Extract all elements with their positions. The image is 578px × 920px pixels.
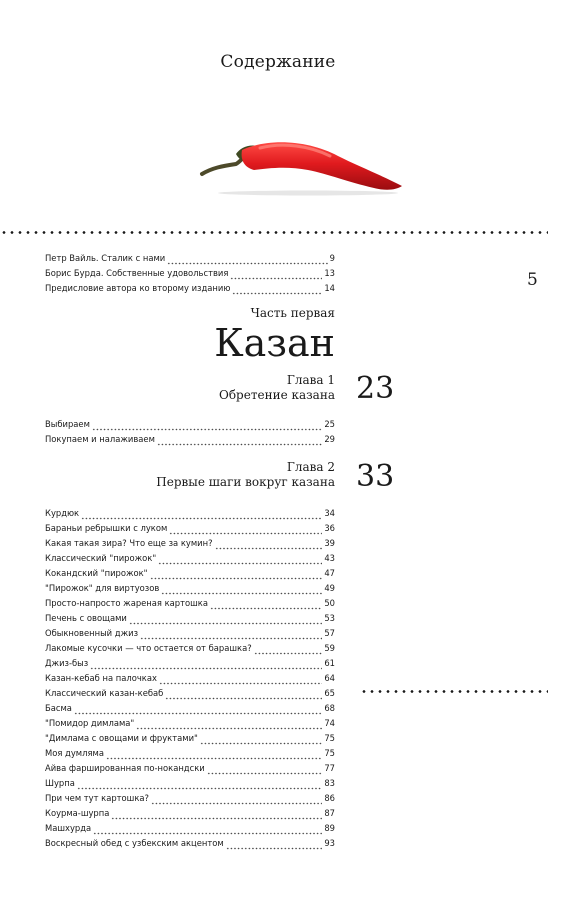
chapter-heading <box>0 373 335 403</box>
list-item <box>45 566 335 581</box>
entry-page: 14 <box>324 283 335 293</box>
entry-page: 43 <box>324 553 335 563</box>
entry-title: Казан-кебаб на палочках <box>45 673 157 683</box>
entry-page: 83 <box>324 778 335 788</box>
entry-page: 29 <box>324 434 335 444</box>
chapter-title: Первые шаги вокруг казана <box>156 475 335 489</box>
part-label: Часть первая <box>250 306 335 320</box>
list-item <box>45 641 335 656</box>
list-item <box>45 836 335 851</box>
entry-page: 65 <box>324 688 335 698</box>
dot-leader <box>129 621 322 626</box>
entry-page: 25 <box>324 419 335 429</box>
intro-list <box>45 251 335 296</box>
entry-page: 86 <box>324 793 335 803</box>
list-item <box>45 506 335 521</box>
entry-title: Классический казан-кебаб <box>45 688 164 698</box>
entry-title: Выбираем <box>45 419 90 429</box>
dot-leader <box>230 276 322 281</box>
entry-page: 34 <box>324 508 335 518</box>
entry-page: 36 <box>324 523 335 533</box>
entry-page: 59 <box>324 643 335 653</box>
entry-title: Кокандский "пирожок" <box>45 568 148 578</box>
list-item <box>45 251 335 266</box>
entry-title: Классический "пирожок" <box>45 553 157 563</box>
entry-title: Коурма-шурпа <box>45 808 110 818</box>
list-item <box>45 596 335 611</box>
list-item <box>45 731 335 746</box>
list-item <box>45 536 335 551</box>
entry-page: 77 <box>324 763 335 773</box>
dot-leader <box>207 771 323 776</box>
dot-leader <box>159 681 322 686</box>
entry-page: 13 <box>324 268 335 278</box>
dotted-divider-right <box>360 690 548 693</box>
entry-page: 57 <box>324 628 335 638</box>
entry-title: Моя думляма <box>45 748 104 758</box>
entry-page: 49 <box>324 583 335 593</box>
dot-leader <box>254 651 323 656</box>
dot-leader <box>150 576 323 581</box>
chapter-title: Обретение казана <box>218 388 335 402</box>
list-item <box>45 417 335 432</box>
chapter-page-number: 23 <box>356 371 395 406</box>
list-item <box>45 281 335 296</box>
dotted-divider-top <box>0 231 548 234</box>
entry-page: 87 <box>324 808 335 818</box>
entry-title: Бараньи ребрышки с луком <box>45 523 168 533</box>
entry-page: 68 <box>324 703 335 713</box>
dot-leader <box>232 291 322 296</box>
list-item <box>45 551 335 566</box>
list-item <box>45 806 335 821</box>
chapter-label: Глава 1 <box>286 373 335 387</box>
list-item <box>45 266 335 281</box>
dot-leader <box>215 546 323 551</box>
entry-title: Курдюк <box>45 508 80 518</box>
entry-title: Покупаем и налаживаем <box>45 434 155 444</box>
entry-page: 9 <box>329 253 335 263</box>
list-item <box>45 611 335 626</box>
entry-title: Машхурда <box>45 823 92 833</box>
entry-page: 39 <box>324 538 335 548</box>
list-item <box>45 776 335 791</box>
entry-title: Просто-напросто жареная картошка <box>45 598 208 608</box>
entry-page: 64 <box>324 673 335 683</box>
dot-leader <box>157 442 322 447</box>
chapter-label: Глава 2 <box>286 460 335 474</box>
list-item <box>45 746 335 761</box>
entry-page: 61 <box>324 658 335 668</box>
chapter-page-number: 33 <box>356 459 395 494</box>
entry-title: "Помидор димлама" <box>45 718 135 728</box>
chapter-heading <box>0 460 335 490</box>
dot-leader <box>111 816 322 821</box>
chapter-entry-list <box>45 417 335 447</box>
entry-page: 74 <box>324 718 335 728</box>
entry-title: Предисловие автора ко второму изданию <box>45 283 231 293</box>
entry-page: 75 <box>324 748 335 758</box>
entry-title: Джиз-быз <box>45 658 89 668</box>
list-item <box>45 581 335 596</box>
list-item <box>45 521 335 536</box>
list-item <box>45 671 335 686</box>
list-item <box>45 626 335 641</box>
entry-page: 75 <box>324 733 335 743</box>
dot-leader <box>165 696 322 701</box>
entry-title: "Димлама с овощами и фруктами" <box>45 733 198 743</box>
entry-title: При чем тут картошка? <box>45 793 149 803</box>
entry-title: Обыкновенный джиз <box>45 628 139 638</box>
entry-page: 53 <box>324 613 335 623</box>
page-number: 5 <box>527 270 538 290</box>
list-item <box>45 701 335 716</box>
entry-title: Воскресный обед с узбекским акцентом <box>45 838 224 848</box>
entry-title: "Пирожок" для виртуозов <box>45 583 160 593</box>
entry-title: Какая такая зира? Что еще за кумин? <box>45 538 213 548</box>
entry-title: Печень с овощами <box>45 613 127 623</box>
entry-title: Шурпа <box>45 778 75 788</box>
list-item <box>45 761 335 776</box>
dot-leader <box>200 741 322 746</box>
list-item <box>45 821 335 836</box>
dot-leader <box>151 801 322 806</box>
part-title: Казан <box>214 321 335 365</box>
entry-title: Лакомые кусочки — что остается от барашка? <box>45 643 252 653</box>
entry-title: Айва фаршированная по-нокандски <box>45 763 205 773</box>
entry-page: 93 <box>324 838 335 848</box>
page-title: Содержание <box>220 52 336 72</box>
dot-leader <box>158 561 322 566</box>
entry-page: 47 <box>324 568 335 578</box>
dot-leader <box>210 606 322 611</box>
list-item <box>45 686 335 701</box>
entry-page: 89 <box>324 823 335 833</box>
entry-title: Басма <box>45 703 72 713</box>
list-item <box>45 791 335 806</box>
chapter-entry-list <box>45 506 335 851</box>
list-item <box>45 656 335 671</box>
entry-title: Петр Вайль. Сталик с нами <box>45 253 166 263</box>
entry-title: Борис Бурда. Собственные удовольствия <box>45 268 229 278</box>
entry-page: 50 <box>324 598 335 608</box>
chili-pepper-image <box>198 138 404 196</box>
dot-leader <box>226 846 323 851</box>
list-item <box>45 432 335 447</box>
list-item <box>45 716 335 731</box>
